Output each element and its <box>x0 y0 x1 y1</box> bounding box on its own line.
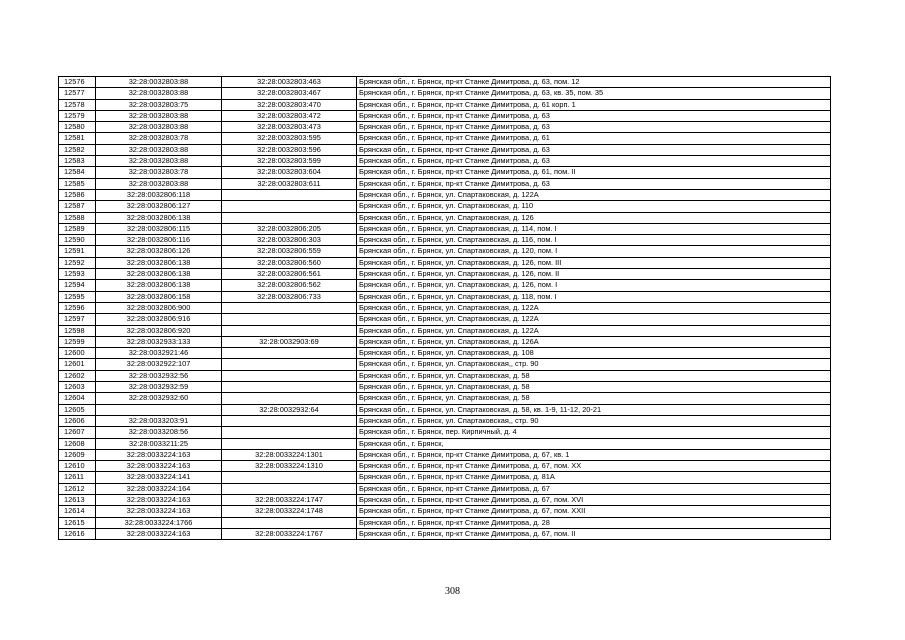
land-cadastral-number-cell: 32:28:0032932:59 <box>96 382 222 393</box>
address-cell: Брянская обл., г. Брянск, пр-кт Станке Димитрова, д. 63 <box>357 110 831 121</box>
row-number-cell: 12616 <box>59 528 96 539</box>
land-cadastral-number-cell: 32:28:0033224:163 <box>96 461 222 472</box>
table-row <box>59 189 831 200</box>
address-cell: Брянская обл., г. Брянск, ул. Спартаковская, д. 126, пом. II <box>357 269 831 280</box>
object-cadastral-number-cell: 32:28:0033224:1767 <box>222 528 357 539</box>
table-row <box>59 528 831 539</box>
land-cadastral-number-cell: 32:28:0032803:88 <box>96 88 222 99</box>
table-row <box>59 302 831 313</box>
address-cell: Брянская обл., г. Брянск, ул. Спартаковская, д. 126 <box>357 212 831 223</box>
land-cadastral-number-cell: 32:28:0032806:116 <box>96 235 222 246</box>
table-row <box>59 461 831 472</box>
address-cell: Брянская обл., г. Брянск, ул. Спартаковская, д. 126, пом. I <box>357 280 831 291</box>
land-cadastral-number-cell: 32:28:0032932:56 <box>96 370 222 381</box>
object-cadastral-number-cell <box>222 393 357 404</box>
table-row <box>59 483 831 494</box>
row-number-cell: 12614 <box>59 506 96 517</box>
address-cell: Брянская обл., г. Брянск, ул. Спартаковская, д. 126А <box>357 336 831 347</box>
land-cadastral-number-cell <box>96 404 222 415</box>
row-number-cell: 12602 <box>59 370 96 381</box>
table-row <box>59 257 831 268</box>
table-row <box>59 348 831 359</box>
object-cadastral-number-cell <box>222 314 357 325</box>
address-cell: Брянская обл., г. Брянск, ул. Спартаковская, д. 110 <box>357 201 831 212</box>
address-cell: Брянская обл., г. Брянск, ул. Спартаковская, д. 58 <box>357 393 831 404</box>
table-row <box>59 280 831 291</box>
address-cell: Брянская обл., г. Брянск, пр-кт Станке Димитрова, д. 67, пом. XXII <box>357 506 831 517</box>
address-cell: Брянская обл., г. Брянск, ул. Спартаковская,, стр. 90 <box>357 359 831 370</box>
row-number-cell: 12595 <box>59 291 96 302</box>
land-cadastral-number-cell: 32:28:0032803:88 <box>96 144 222 155</box>
row-number-cell: 12593 <box>59 269 96 280</box>
row-number-cell: 12610 <box>59 461 96 472</box>
object-cadastral-number-cell <box>222 472 357 483</box>
address-cell: Брянская обл., г. Брянск, ул. Спартаковская, д. 122А <box>357 302 831 313</box>
table-row <box>59 133 831 144</box>
row-number-cell: 12599 <box>59 336 96 347</box>
table-row <box>59 336 831 347</box>
address-cell: Брянская обл., г. Брянск, пер. Кирпичный, д. 4 <box>357 427 831 438</box>
address-cell: Брянская обл., г. Брянск, пр-кт Станке Димитрова, д. 67, пом. XVI <box>357 494 831 505</box>
object-cadastral-number-cell: 32:28:0032903:69 <box>222 336 357 347</box>
address-cell: Брянская обл., г. Брянск, пр-кт Станке Димитрова, д. 81А <box>357 472 831 483</box>
object-cadastral-number-cell <box>222 382 357 393</box>
land-cadastral-number-cell: 32:28:0032803:88 <box>96 122 222 133</box>
land-cadastral-number-cell: 32:28:0032803:78 <box>96 133 222 144</box>
object-cadastral-number-cell <box>222 370 357 381</box>
address-cell: Брянская обл., г. Брянск, ул. Спартаковская, д. 58 <box>357 382 831 393</box>
table-row <box>59 494 831 505</box>
row-number-cell: 12578 <box>59 99 96 110</box>
land-cadastral-number-cell: 32:28:0032806:900 <box>96 302 222 313</box>
land-cadastral-number-cell: 32:28:0032806:115 <box>96 223 222 234</box>
land-cadastral-number-cell: 32:28:0032806:126 <box>96 246 222 257</box>
table-row <box>59 517 831 528</box>
address-cell: Брянская обл., г. Брянск, пр-кт Станке Димитрова, д. 63, кв. 35, пом. 35 <box>357 88 831 99</box>
object-cadastral-number-cell <box>222 302 357 313</box>
land-cadastral-number-cell: 32:28:0033208:56 <box>96 427 222 438</box>
row-number-cell: 12589 <box>59 223 96 234</box>
registry-table-body <box>59 77 831 540</box>
row-number-cell: 12594 <box>59 280 96 291</box>
address-cell: Брянская обл., г. Брянск, пр-кт Станке Димитрова, д. 67, пом. XX <box>357 461 831 472</box>
address-cell: Брянская обл., г. Брянск, ул. Спартаковская, д. 114, пом. I <box>357 223 831 234</box>
address-cell: Брянская обл., г. Брянск, ул. Спартаковская,, стр. 90 <box>357 415 831 426</box>
object-cadastral-number-cell: 32:28:0032803:467 <box>222 88 357 99</box>
table-row <box>59 506 831 517</box>
object-cadastral-number-cell: 32:28:0033224:1301 <box>222 449 357 460</box>
object-cadastral-number-cell: 32:28:0032803:473 <box>222 122 357 133</box>
object-cadastral-number-cell: 32:28:0033224:1310 <box>222 461 357 472</box>
row-number-cell: 12585 <box>59 178 96 189</box>
row-number-cell: 12592 <box>59 257 96 268</box>
row-number-cell: 12604 <box>59 393 96 404</box>
address-cell: Брянская обл., г. Брянск, пр-кт Станке Димитрова, д. 67, кв. 1 <box>357 449 831 460</box>
row-number-cell: 12583 <box>59 156 96 167</box>
row-number-cell: 12576 <box>59 77 96 88</box>
address-cell: Брянская обл., г. Брянск, пр-кт Станке Димитрова, д. 63 <box>357 144 831 155</box>
row-number-cell: 12579 <box>59 110 96 121</box>
land-cadastral-number-cell: 32:28:0032806:138 <box>96 280 222 291</box>
row-number-cell: 12584 <box>59 167 96 178</box>
address-cell: Брянская обл., г. Брянск, ул. Спартаковская, д. 108 <box>357 348 831 359</box>
land-cadastral-number-cell: 32:28:0033224:1766 <box>96 517 222 528</box>
table-row <box>59 122 831 133</box>
table-row <box>59 144 831 155</box>
address-cell: Брянская обл., г. Брянск, ул. Спартаковская, д. 126, пом. III <box>357 257 831 268</box>
address-cell: Брянская обл., г. Брянск, ул. Спартаковская, д. 116, пом. I <box>357 235 831 246</box>
row-number-cell: 12603 <box>59 382 96 393</box>
land-cadastral-number-cell: 32:28:0033224:164 <box>96 483 222 494</box>
page-number: 308 <box>445 586 460 597</box>
table-row <box>59 382 831 393</box>
table-row <box>59 314 831 325</box>
object-cadastral-number-cell: 32:28:0032803:604 <box>222 167 357 178</box>
table-row <box>59 235 831 246</box>
address-cell: Брянская обл., г. Брянск, пр-кт Станке Димитрова, д. 67 <box>357 483 831 494</box>
address-cell: Брянская обл., г. Брянск, пр-кт Станке Димитрова, д. 63 <box>357 156 831 167</box>
object-cadastral-number-cell: 32:28:0032806:561 <box>222 269 357 280</box>
row-number-cell: 12612 <box>59 483 96 494</box>
object-cadastral-number-cell: 32:28:0032806:560 <box>222 257 357 268</box>
object-cadastral-number-cell: 32:28:0032803:472 <box>222 110 357 121</box>
land-cadastral-number-cell: 32:28:0032803:88 <box>96 110 222 121</box>
address-cell: Брянская обл., г. Брянск, ул. Спартаковская, д. 122А <box>357 189 831 200</box>
row-number-cell: 12587 <box>59 201 96 212</box>
object-cadastral-number-cell: 32:28:0032932:64 <box>222 404 357 415</box>
table-row <box>59 178 831 189</box>
land-cadastral-number-cell: 32:28:0032803:88 <box>96 156 222 167</box>
object-cadastral-number-cell: 32:28:0032803:599 <box>222 156 357 167</box>
row-number-cell: 12609 <box>59 449 96 460</box>
address-cell: Брянская обл., г. Брянск, ул. Спартаковская, д. 58 <box>357 370 831 381</box>
object-cadastral-number-cell: 32:28:0032803:595 <box>222 133 357 144</box>
table-row <box>59 427 831 438</box>
address-cell: Брянская обл., г. Брянск, пр-кт Станке Димитрова, д. 61 корп. 1 <box>357 99 831 110</box>
land-cadastral-number-cell: 32:28:0032933:133 <box>96 336 222 347</box>
address-cell: Брянская обл., г. Брянск, ул. Спартаковская, д. 122А <box>357 325 831 336</box>
land-cadastral-number-cell: 32:28:0032921:46 <box>96 348 222 359</box>
land-cadastral-number-cell: 32:28:0033224:141 <box>96 472 222 483</box>
row-number-cell: 12598 <box>59 325 96 336</box>
land-cadastral-number-cell: 32:28:0033224:163 <box>96 449 222 460</box>
object-cadastral-number-cell <box>222 189 357 200</box>
address-cell: Брянская обл., г. Брянск, пр-кт Станке Димитрова, д. 63 <box>357 178 831 189</box>
address-cell: Брянская обл., г. Брянск, ул. Спартаковская, д. 120, пом. I <box>357 246 831 257</box>
land-cadastral-number-cell: 32:28:0032806:138 <box>96 212 222 223</box>
row-number-cell: 12591 <box>59 246 96 257</box>
table-row <box>59 359 831 370</box>
object-cadastral-number-cell <box>222 348 357 359</box>
row-number-cell: 12605 <box>59 404 96 415</box>
table-row <box>59 246 831 257</box>
table-row <box>59 99 831 110</box>
land-cadastral-number-cell: 32:28:0033224:163 <box>96 494 222 505</box>
object-cadastral-number-cell: 32:28:0032806:559 <box>222 246 357 257</box>
row-number-cell: 12600 <box>59 348 96 359</box>
land-cadastral-number-cell: 32:28:0032803:78 <box>96 167 222 178</box>
row-number-cell: 12611 <box>59 472 96 483</box>
registry-table-container <box>58 76 830 540</box>
land-cadastral-number-cell: 32:28:0033203:91 <box>96 415 222 426</box>
land-cadastral-number-cell: 32:28:0032932:60 <box>96 393 222 404</box>
table-row <box>59 212 831 223</box>
land-cadastral-number-cell: 32:28:0032806:158 <box>96 291 222 302</box>
row-number-cell: 12608 <box>59 438 96 449</box>
land-cadastral-number-cell: 32:28:0032806:920 <box>96 325 222 336</box>
table-row <box>59 370 831 381</box>
row-number-cell: 12613 <box>59 494 96 505</box>
address-cell: Брянская обл., г. Брянск, пр-кт Станке Димитрова, д. 61 <box>357 133 831 144</box>
land-cadastral-number-cell: 32:28:0032803:88 <box>96 178 222 189</box>
object-cadastral-number-cell: 32:28:0033224:1748 <box>222 506 357 517</box>
land-cadastral-number-cell: 32:28:0032806:138 <box>96 269 222 280</box>
object-cadastral-number-cell: 32:28:0032806:733 <box>222 291 357 302</box>
row-number-cell: 12586 <box>59 189 96 200</box>
table-row <box>59 291 831 302</box>
table-row <box>59 472 831 483</box>
row-number-cell: 12606 <box>59 415 96 426</box>
land-cadastral-number-cell: 32:28:0033211:25 <box>96 438 222 449</box>
table-row <box>59 110 831 121</box>
object-cadastral-number-cell: 32:28:0033224:1747 <box>222 494 357 505</box>
table-row <box>59 449 831 460</box>
land-cadastral-number-cell: 32:28:0033224:163 <box>96 506 222 517</box>
table-row <box>59 393 831 404</box>
address-cell: Брянская обл., г. Брянск, ул. Спартаковская, д. 122А <box>357 314 831 325</box>
table-row <box>59 156 831 167</box>
land-cadastral-number-cell: 32:28:0032806:118 <box>96 189 222 200</box>
object-cadastral-number-cell: 32:28:0032803:463 <box>222 77 357 88</box>
object-cadastral-number-cell <box>222 201 357 212</box>
row-number-cell: 12597 <box>59 314 96 325</box>
address-cell: Брянская обл., г. Брянск, ул. Спартаковская, д. 58, кв. 1-9, 11-12, 20-21 <box>357 404 831 415</box>
object-cadastral-number-cell <box>222 325 357 336</box>
table-row <box>59 167 831 178</box>
object-cadastral-number-cell <box>222 427 357 438</box>
row-number-cell: 12601 <box>59 359 96 370</box>
row-number-cell: 12581 <box>59 133 96 144</box>
table-row <box>59 325 831 336</box>
object-cadastral-number-cell <box>222 483 357 494</box>
table-row <box>59 269 831 280</box>
object-cadastral-number-cell: 32:28:0032806:205 <box>222 223 357 234</box>
registry-table <box>58 76 831 540</box>
table-row <box>59 77 831 88</box>
land-cadastral-number-cell: 32:28:0032806:127 <box>96 201 222 212</box>
table-row <box>59 415 831 426</box>
object-cadastral-number-cell: 32:28:0032806:303 <box>222 235 357 246</box>
table-row <box>59 88 831 99</box>
address-cell: Брянская обл., г. Брянск, пр-кт Станке Димитрова, д. 63 <box>357 122 831 133</box>
row-number-cell: 12577 <box>59 88 96 99</box>
land-cadastral-number-cell: 32:28:0032806:916 <box>96 314 222 325</box>
object-cadastral-number-cell <box>222 212 357 223</box>
row-number-cell: 12582 <box>59 144 96 155</box>
row-number-cell: 12596 <box>59 302 96 313</box>
table-row <box>59 201 831 212</box>
address-cell: Брянская обл., г. Брянск, пр-кт Станке Димитрова, д. 61, пом. II <box>357 167 831 178</box>
object-cadastral-number-cell: 32:28:0032803:470 <box>222 99 357 110</box>
row-number-cell: 12580 <box>59 122 96 133</box>
address-cell: Брянская обл., г. Брянск, пр-кт Станке Димитрова, д. 28 <box>357 517 831 528</box>
object-cadastral-number-cell <box>222 438 357 449</box>
address-cell: Брянская обл., г. Брянск, ул. Спартаковская, д. 118, пом. I <box>357 291 831 302</box>
row-number-cell: 12588 <box>59 212 96 223</box>
table-row <box>59 438 831 449</box>
row-number-cell: 12615 <box>59 517 96 528</box>
land-cadastral-number-cell: 32:28:0033224:163 <box>96 528 222 539</box>
row-number-cell: 12607 <box>59 427 96 438</box>
row-number-cell: 12590 <box>59 235 96 246</box>
object-cadastral-number-cell <box>222 517 357 528</box>
object-cadastral-number-cell: 32:28:0032803:611 <box>222 178 357 189</box>
object-cadastral-number-cell <box>222 359 357 370</box>
object-cadastral-number-cell: 32:28:0032803:596 <box>222 144 357 155</box>
address-cell: Брянская обл., г. Брянск, <box>357 438 831 449</box>
table-row <box>59 223 831 234</box>
land-cadastral-number-cell: 32:28:0032803:75 <box>96 99 222 110</box>
land-cadastral-number-cell: 32:28:0032803:88 <box>96 77 222 88</box>
table-row <box>59 404 831 415</box>
land-cadastral-number-cell: 32:28:0032922:107 <box>96 359 222 370</box>
address-cell: Брянская обл., г. Брянск, пр-кт Станке Димитрова, д. 63, пом. 12 <box>357 77 831 88</box>
address-cell: Брянская обл., г. Брянск, пр-кт Станке Димитрова, д. 67, пом. II <box>357 528 831 539</box>
object-cadastral-number-cell <box>222 415 357 426</box>
object-cadastral-number-cell: 32:28:0032806:562 <box>222 280 357 291</box>
land-cadastral-number-cell: 32:28:0032806:138 <box>96 257 222 268</box>
